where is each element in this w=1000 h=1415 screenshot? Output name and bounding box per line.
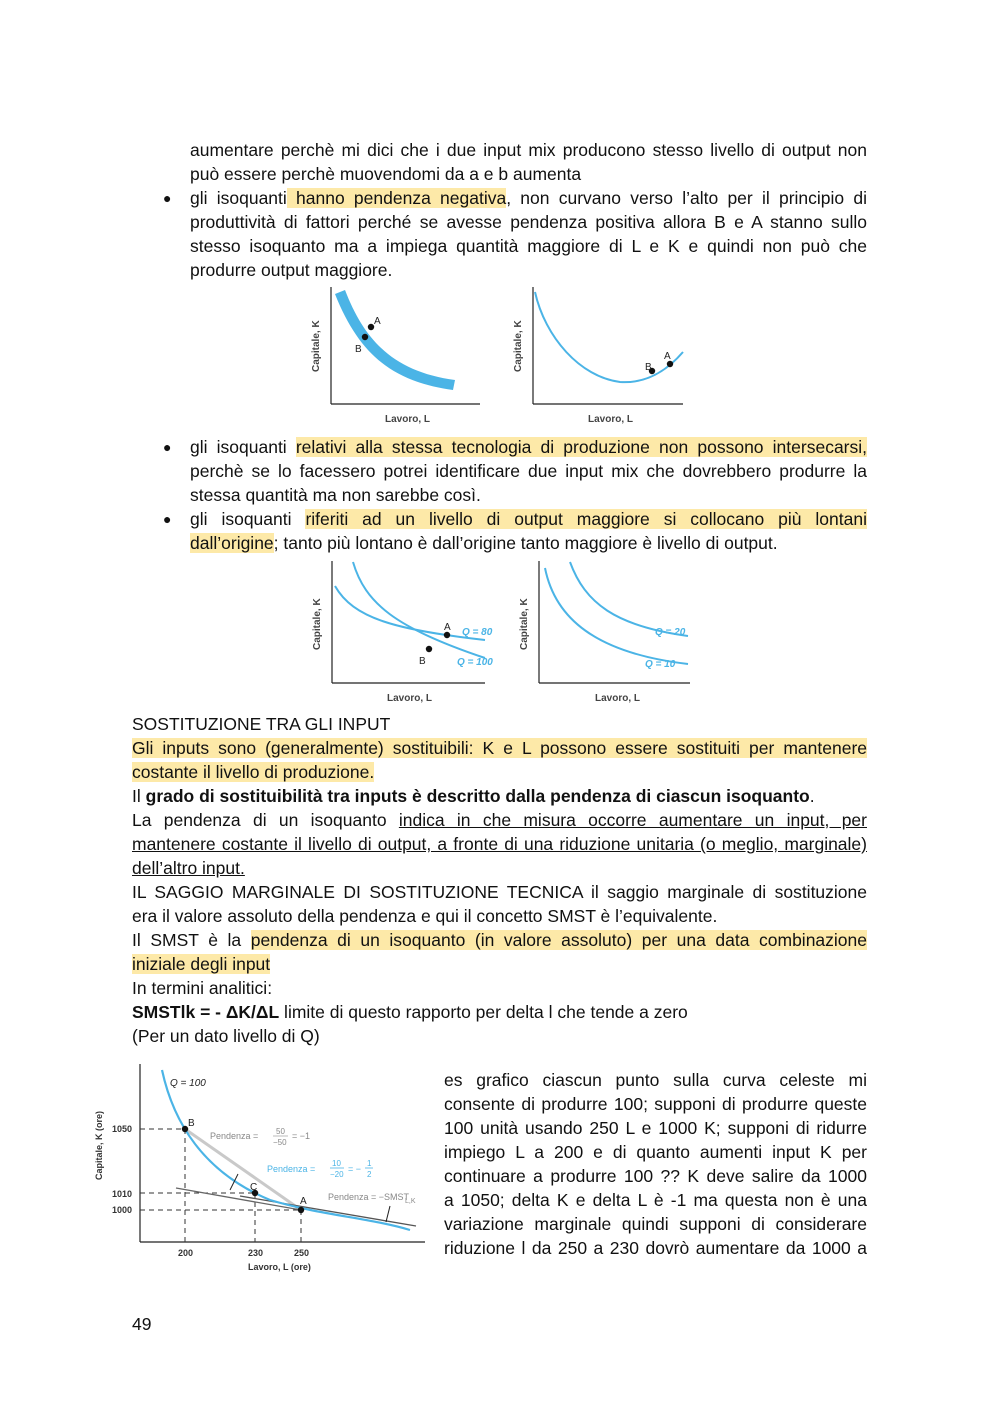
label-a: A	[300, 1196, 307, 1207]
isoquant-q100	[353, 562, 485, 658]
svg-text:Pendenza =: Pendenza =	[267, 1164, 316, 1174]
thick-isoquant-band	[335, 290, 455, 390]
isoquant-q100	[162, 1070, 410, 1230]
label-b: B	[188, 1118, 195, 1129]
text-line: stesso isoquanto ma a impiega quantità maggiore di L e K e quindi non può che	[190, 236, 867, 256]
x-axis-label: Lavoro, L	[385, 414, 431, 425]
page-number: 49	[132, 1314, 152, 1334]
text-line: iniziale degli input	[132, 954, 271, 974]
panel-nested	[519, 561, 690, 704]
text-line: costante il livello di produzione.	[132, 762, 375, 782]
x-axis-label: Lavoro, L (ore)	[248, 1262, 311, 1272]
svg-text:Pendenza = −SMST: Pendenza = −SMST	[328, 1192, 410, 1202]
label-a: A	[664, 351, 671, 362]
label-q100: Q = 100	[170, 1078, 206, 1089]
text-line: gli isoquanti riferiti ad un livello di output maggiore si collocano più lontani	[190, 509, 867, 529]
svg-text:= −1: = −1	[292, 1131, 311, 1141]
text-line: Il SMST è la pendenza di un isoquanto (in valore assoluto) per una data combinazione	[132, 930, 867, 950]
label-c: C	[250, 1182, 258, 1193]
y-axis-label: Capitale, K	[311, 320, 322, 372]
tick-y-1010: 1010	[112, 1189, 133, 1199]
svg-text:1: 1	[367, 1159, 372, 1168]
section-heading: SOSTITUZIONE TRA GLI INPUT	[132, 714, 391, 734]
label-b: B	[355, 344, 362, 355]
text-line: perchè se lo facessero potrei identificare due input mix che dovrebbero produrre la	[190, 461, 867, 481]
tick-y-1000: 1000	[112, 1205, 133, 1215]
tick-x-200: 200	[178, 1248, 194, 1258]
label-q100: Q = 100	[457, 657, 493, 668]
panel-positive-slope	[513, 287, 683, 425]
text-line: 100 unità usando 250 L e 1000 K; supponi di ridurre	[444, 1118, 867, 1138]
slope-label-tangent	[328, 1192, 416, 1205]
panel-intersecting	[312, 561, 493, 704]
y-axis-label: Capitale, K	[519, 598, 530, 650]
svg-text:50: 50	[276, 1127, 285, 1136]
text-line: (Per un dato livello di Q)	[132, 1026, 320, 1046]
point-b	[362, 334, 368, 340]
text-line: La pendenza di un isoquanto indica in che misura occorre aumentare un input, per	[132, 810, 867, 830]
label-q80: Q = 80	[462, 627, 493, 638]
label-a: A	[444, 622, 451, 633]
text-line: IL SAGGIO MARGINALE DI SOSTITUZIONE TECNICA il saggio marginale di sostituzione	[132, 882, 867, 902]
point-b	[426, 646, 432, 652]
x-axis-label: Lavoro, L	[595, 693, 641, 704]
text-line: gli isoquanti relativi alla stessa tecnologia di produzione non possono intersecarsi,	[190, 437, 867, 457]
x-axis-label: Lavoro, L	[588, 414, 634, 425]
text-line: continuare a produrre 100 ?? K deve salire da 1000	[444, 1166, 867, 1186]
text-line: aumentare perchè mi dici che i due input mix producono stesso livello di output non	[190, 140, 867, 160]
y-axis-label: Capitale, K (ore)	[94, 1110, 104, 1180]
y-axis-label: Capitale, K	[513, 320, 524, 372]
svg-text:−50: −50	[273, 1138, 287, 1147]
figure-smst	[90, 1060, 430, 1278]
slope-label-ab	[210, 1127, 310, 1147]
text-line: dell’altro input.	[132, 858, 245, 878]
isoquant-q20	[570, 562, 688, 636]
svg-text:2: 2	[367, 1170, 372, 1179]
svg-text:10: 10	[332, 1159, 341, 1168]
text-line: era il valore assoluto della pendenza e qui il concetto SMST è l’equivalente.	[132, 906, 718, 926]
pointer-tangent	[386, 1206, 390, 1222]
text-line: a 1050; delta K e delta L è -1 ma questa non è una	[444, 1190, 867, 1210]
text-line: produttività di fattori perché se avesse pendenza positiva allora B e A stanno sullo	[190, 212, 867, 232]
label-q10: Q = 10	[645, 659, 676, 670]
figure-isoquant-slope	[305, 282, 695, 432]
bullet-dot: ●	[163, 511, 172, 527]
label-a: A	[374, 316, 381, 327]
label-q20: Q = 20	[655, 627, 686, 638]
text-line: variazione marginale quindi supponi di considerare	[444, 1214, 867, 1234]
svg-text:Pendenza =: Pendenza =	[210, 1131, 259, 1141]
text-line: gli isoquanti hanno pendenza negativa, non curvano verso l’alto per il principio di	[190, 188, 868, 208]
text-line: dall’origine; tanto più lontano è dall’origine tanto maggiore è livello di output.	[190, 533, 778, 553]
svg-text:L,K: L,K	[405, 1198, 416, 1205]
bullet-dot: ●	[163, 439, 172, 455]
text-line: In termini analitici:	[132, 978, 273, 998]
text-line: Il grado di sostituibilità tra inputs è descritto dalla pendenza di ciascun isoquanto.	[132, 786, 815, 806]
formula-line: SMSTlk = - ΔK/ΔL limite di questo rapporto per delta l che tende a zero	[132, 1002, 688, 1022]
text-line: stessa quantità ma non sarebbe così.	[190, 485, 481, 505]
svg-text:−20: −20	[330, 1170, 344, 1179]
label-b: B	[419, 656, 426, 667]
text-line: es grafico ciascun punto sulla curva celeste mi	[444, 1070, 867, 1090]
bullet-dot: ●	[163, 190, 172, 206]
tick-x-230: 230	[248, 1248, 264, 1258]
tick-y-1050: 1050	[112, 1124, 133, 1134]
point-a	[298, 1207, 304, 1213]
slope-label-ca	[267, 1159, 373, 1179]
svg-text:= −: = −	[348, 1164, 362, 1174]
label-b: B	[645, 362, 652, 373]
text-line: impiego L a 200 e di quanto aumenti input K per	[444, 1142, 867, 1162]
text-line: può essere perchè muovendomi da a e b aumenta	[190, 164, 582, 184]
text-line: mantenere costante il livello di output, a fronte di una riduzione unitaria (o meglio, marginale)	[132, 834, 867, 854]
tick-x-250: 250	[294, 1248, 310, 1258]
y-axis-label: Capitale, K	[312, 598, 323, 650]
x-axis-label: Lavoro, L	[387, 693, 433, 704]
isoquant-curve	[535, 292, 683, 382]
figure-isoquant-map	[305, 558, 700, 710]
text-line: consente di produrre 100; supponi di produrre queste	[444, 1094, 867, 1114]
text-line: Gli inputs sono (generalmente) sostituibili: K e L possono essere sostituiti per mantenere	[132, 738, 867, 758]
text-line: riduzione l da 250 a 230 dovrò aumentare da 1000 a	[444, 1238, 867, 1258]
panel-thick-isoquant	[311, 287, 480, 425]
secant-ca	[176, 1188, 301, 1210]
text-line: produrre output maggiore.	[190, 260, 393, 280]
